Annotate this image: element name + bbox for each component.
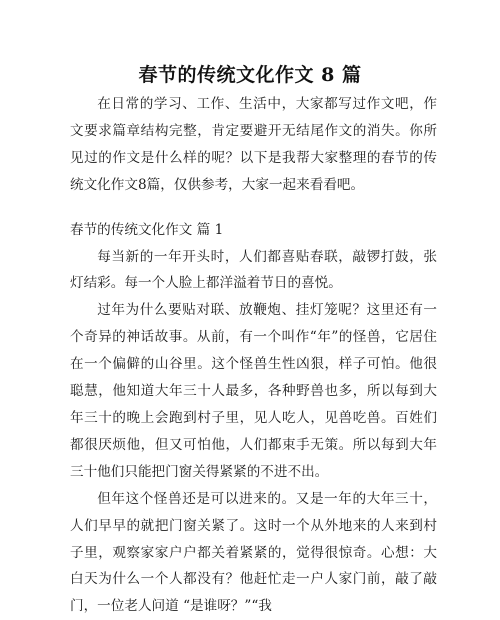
body-paragraph: 过年为什么要贴对联、放鞭炮、挂灯笼呢？这里还有一个奇异的神话故事。从前，有一个叫作“年”的怪兽，它居住在一个偏僻的山谷里。这个怪兽生性凶狠，样子可怕。他很聪慧，他知道大年三十人最多，各种野兽也多，所以每到大年三十的晚上会跑到村子里，见人吃人，见兽吃兽。百姓们都很厌烦他，但又可怕他，人们都束手无策。所以每到大年三十他们只能把门窗关得紧紧的不进不出。 (70, 302, 437, 480)
section-heading: 春节的传统文化作文 篇 1 (70, 221, 224, 238)
body-paragraph: 但年这个怪兽还是可以进来的。又是一年的大年三十，人们早早的就把门窗关紧了。这时一个从外地来的人来到村子里，观察家家户户都关着紧紧的，觉得很惊奇。心想：大白天为什么一个人都没有？他赶忙走一户人家门前，敲了敲门，一位老人问道 “是谁呀？”“我 (70, 490, 437, 615)
intro-paragraph: 在日常的学习、工作、生活中，大家都写过作文吧，作文要求篇章结构完整，肯定要避开无结尾作文的消失。你所见过的作文是什么样的呢？以下是我帮大家整理的春节的传统文化作文8篇，仅供参考，大家一起来看看吧。 (70, 96, 437, 193)
document-body (70, 91, 437, 620)
body-paragraph: 每当新的一年开头时，人们都喜贴春联，敲锣打鼓，张灯结彩。每一个人脸上都洋溢着节日的喜悦。 (70, 248, 437, 292)
document-title: 春节的传统文化作文 8 篇 (138, 64, 362, 86)
